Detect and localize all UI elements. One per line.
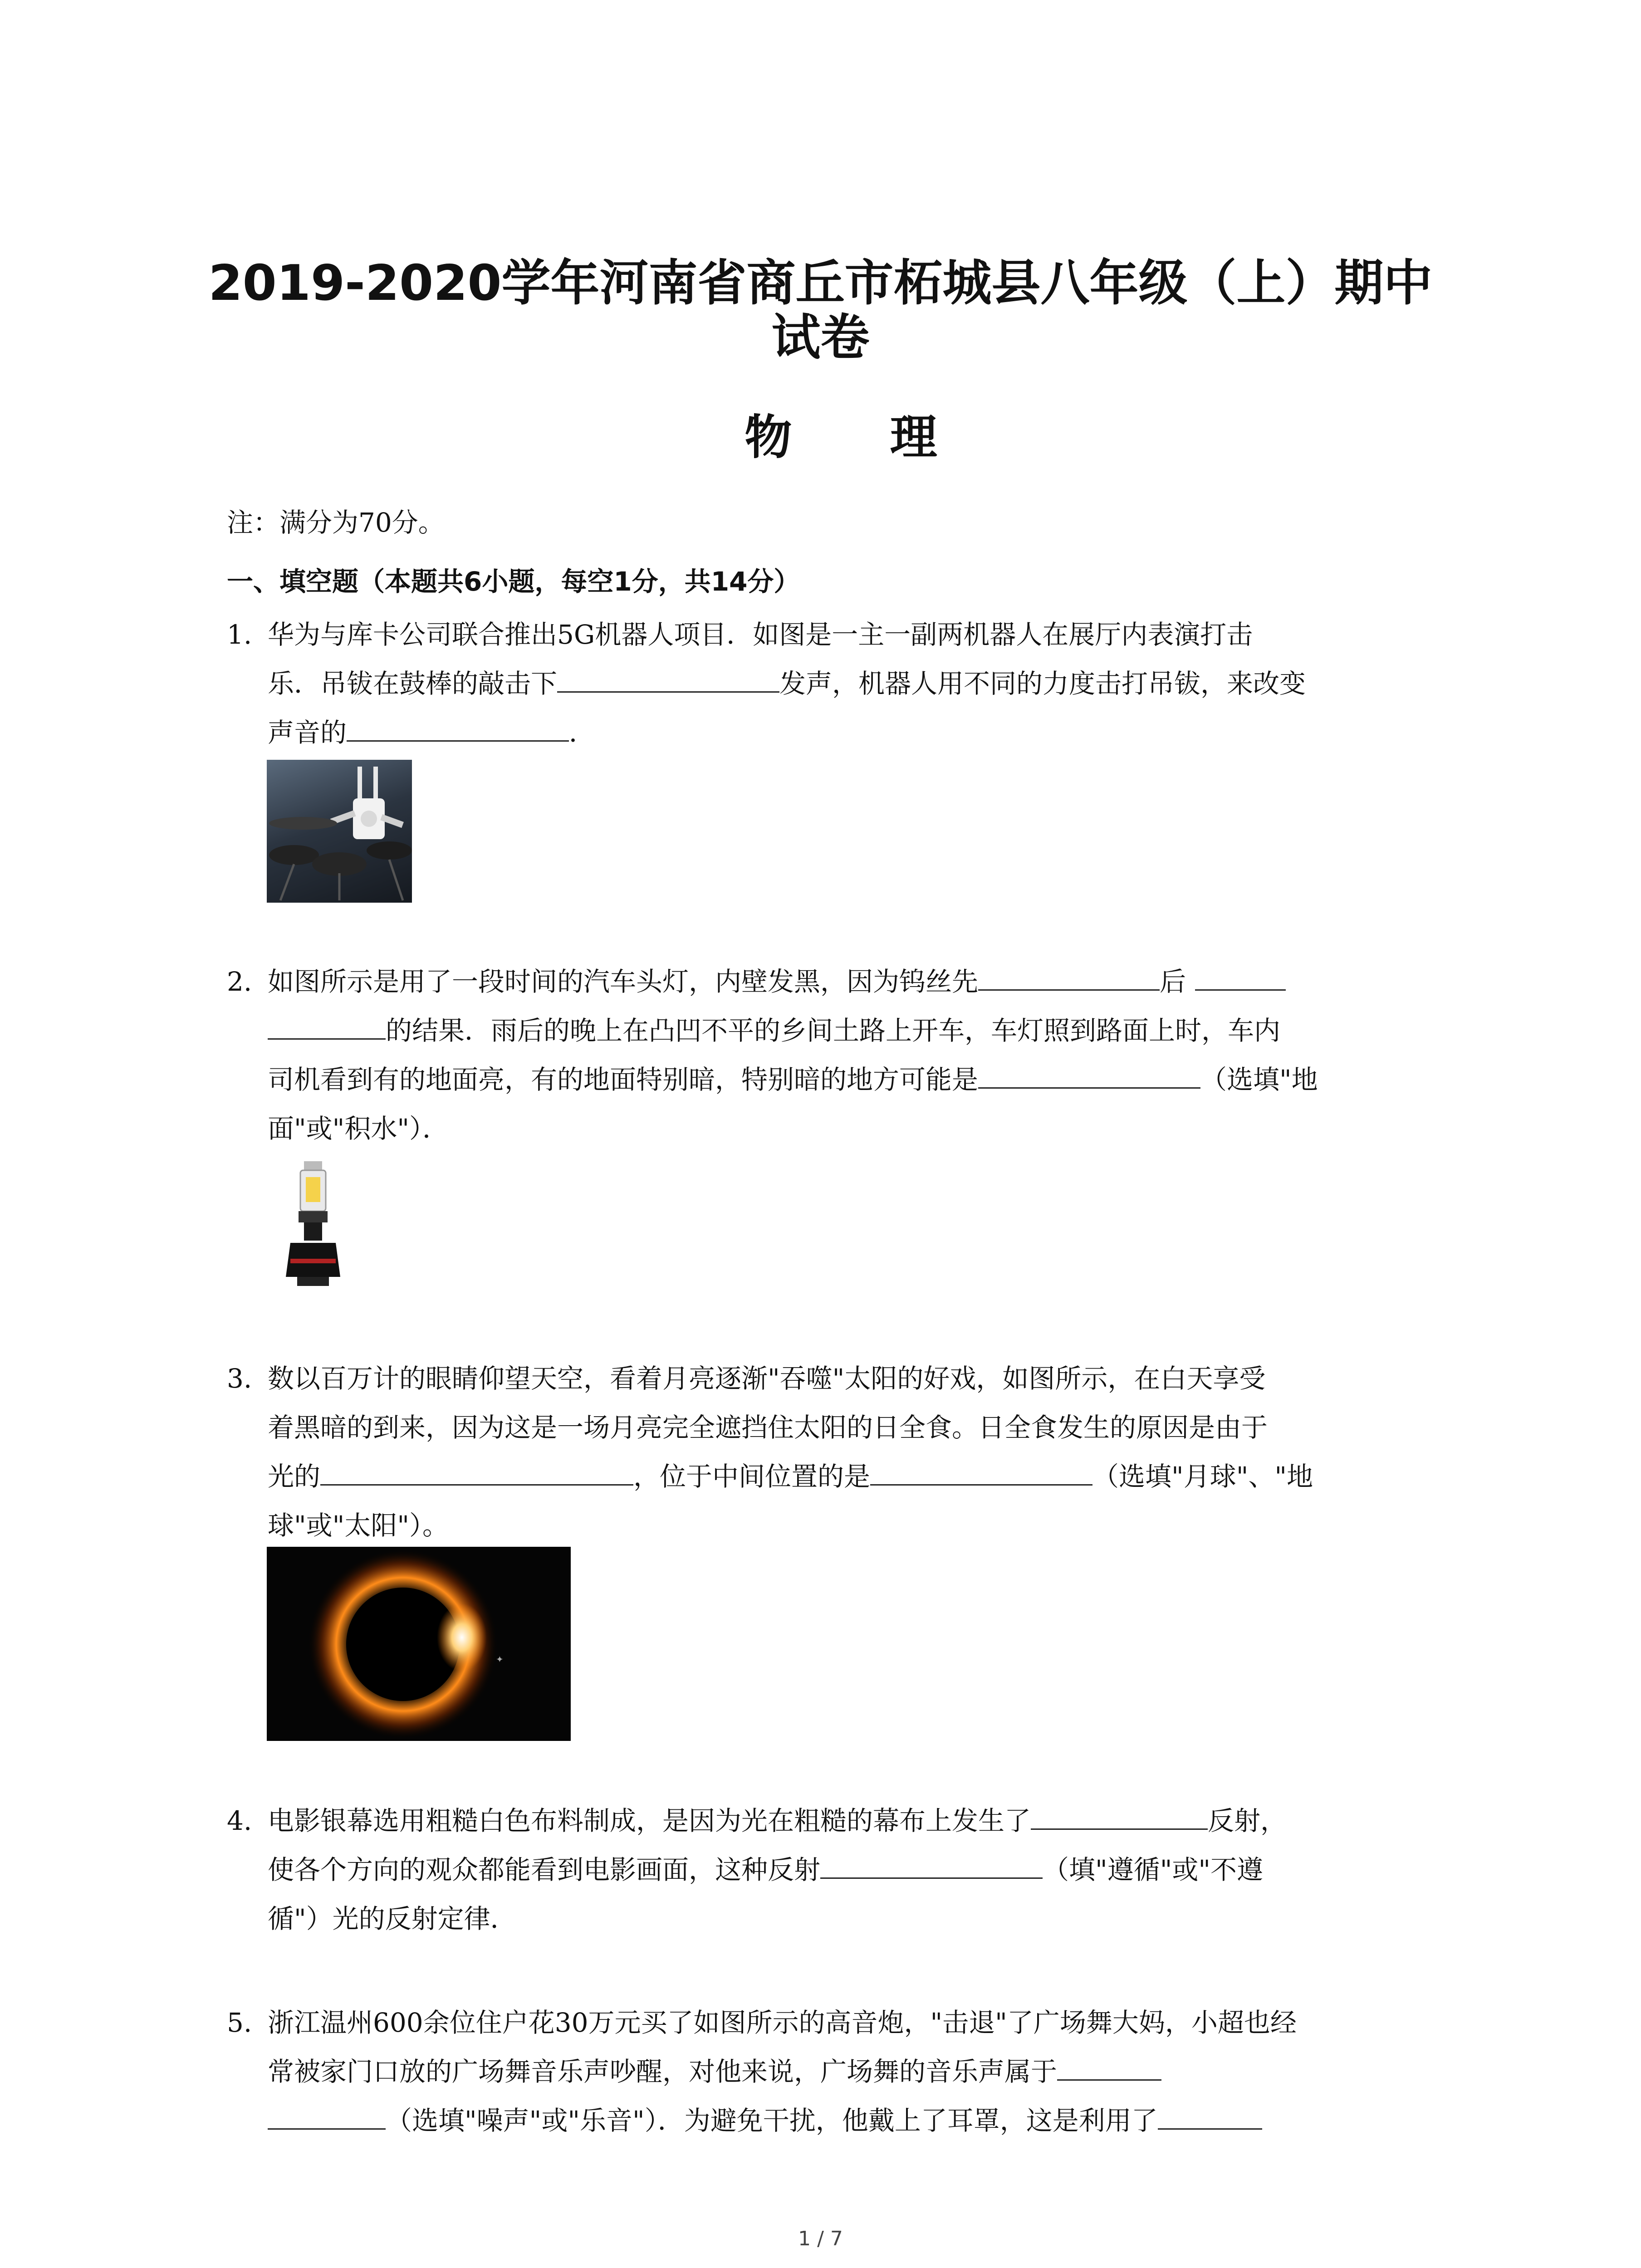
question-line: 光的 ，位于中间位置的是 （选填"月球"、"地 xyxy=(268,1452,1313,1501)
question-line: 华为与库卡公司联合推出5G机器人项目．如图是一主一副两机器人在展厅内表演打击 xyxy=(268,619,1253,650)
answer-blank[interactable] xyxy=(1158,2103,1262,2130)
question-line: 声音的 ． xyxy=(268,708,595,757)
question-line: 循"）光的反射定律． xyxy=(268,1903,517,1934)
section-heading: 一、填空题（本题共6小题，每空1分，共14分） xyxy=(227,566,800,597)
question-line: 乐．吊钹在鼓棒的敲击下 发声，机器人用不同的力度击打吊钹，来改变 xyxy=(268,659,1306,708)
answer-blank[interactable] xyxy=(347,715,569,742)
question-number: 3. xyxy=(227,1363,252,1394)
page-number: 1 / 7 xyxy=(798,2227,843,2250)
page-title-line-2: 试卷 xyxy=(771,309,870,366)
question-number: 4. xyxy=(227,1805,252,1836)
svg-text:✦: ✦ xyxy=(496,1654,504,1665)
question-line: 常被家门口放的广场舞音乐声吵醒，对他来说，广场舞的音乐声属于 xyxy=(268,2047,1161,2096)
answer-blank[interactable] xyxy=(320,1459,633,1486)
answer-blank[interactable] xyxy=(268,1013,386,1040)
answer-blank[interactable] xyxy=(978,1062,1200,1089)
question-4 xyxy=(227,1796,1452,1950)
subject-title: 物 理 xyxy=(745,410,978,465)
solar-eclipse-photo xyxy=(267,1547,571,1741)
answer-blank[interactable] xyxy=(870,1459,1092,1486)
answer-blank[interactable] xyxy=(268,2103,386,2130)
question-number: 2. xyxy=(227,966,252,997)
question-line: 面"或"积水"）． xyxy=(268,1113,449,1144)
question-line: （选填"噪声"或"乐音"）．为避免干扰，他戴上了耳罩，这是利用了 xyxy=(268,2096,1262,2145)
score-note: 注：满分为70分。 xyxy=(227,507,445,538)
question-2 xyxy=(227,957,1452,1302)
answer-blank[interactable] xyxy=(1031,1803,1208,1830)
answer-blank[interactable] xyxy=(978,964,1160,991)
answer-blank[interactable] xyxy=(1057,2054,1161,2081)
question-1 xyxy=(227,610,1452,905)
question-line: 浙江温州600余位住户花30万元买了如图所示的高音炮，"击退"了广场舞大妈，小超也经 xyxy=(268,2007,1297,2038)
question-line: 司机看到有的地面亮，有的地面特别暗，特别暗的地方可能是 （选填"地 xyxy=(268,1055,1318,1104)
page-title-line-1: 2019-2020学年河南省商丘市柘城县八年级（上）期中 xyxy=(208,255,1433,312)
answer-blank[interactable] xyxy=(557,666,779,693)
question-line: 电影银幕选用粗糙白色布料制成，是因为光在粗糙的幕布上发生了 反射， xyxy=(268,1796,1287,1845)
robot-drummer-photo xyxy=(267,760,412,903)
question-line: 数以百万计的眼睛仰望天空，看着月亮逐渐"吞噬"太阳的好戏，如图所示，在白天享受 xyxy=(268,1363,1266,1394)
question-3 xyxy=(227,1354,1452,1771)
question-line: 使各个方向的观众都能看到电影画面，这种反射 （填"遵循"或"不遵 xyxy=(268,1845,1263,1894)
question-line: 着黑暗的到来，因为这是一场月亮完全遮挡住太阳的日全食。日全食发生的原因是由于 xyxy=(268,1412,1268,1443)
question-line: 如图所示是用了一段时间的汽车头灯，内壁发黑，因为钨丝先 后 xyxy=(268,957,1286,1006)
car-headlight-bulb-photo xyxy=(272,1159,354,1290)
answer-blank[interactable] xyxy=(1195,964,1286,991)
answer-blank[interactable] xyxy=(820,1852,1043,1879)
question-number: 1. xyxy=(227,619,252,650)
question-5 xyxy=(227,1998,1452,2152)
question-number: 5. xyxy=(227,2007,252,2038)
question-line: 的结果．雨后的晚上在凸凹不平的乡间土路上开车，车灯照到路面上时，车内 xyxy=(268,1006,1280,1055)
question-line: 球"或"太阳"）。 xyxy=(268,1510,449,1541)
